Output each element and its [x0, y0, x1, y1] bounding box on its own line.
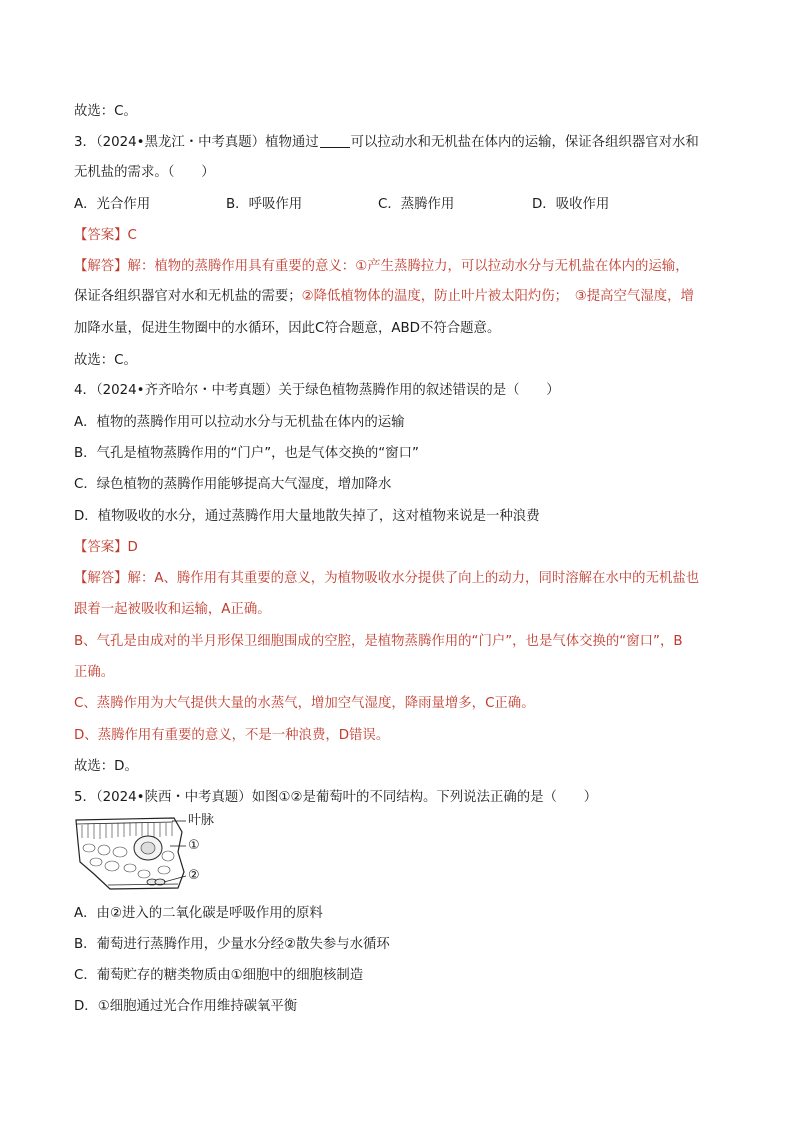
- q2-conclusion: 故选：C。: [74, 104, 137, 119]
- q5-option-a: A．由②进入的二氧化碳是呼吸作用的原料: [74, 906, 323, 921]
- q4-conclusion: 故选：D。: [74, 759, 138, 774]
- q3-explain-2c: ③提高空气湿度，增: [561, 289, 694, 304]
- q4-explain-line2: 跟着一起被吸收和运输，A正确。: [74, 602, 271, 617]
- q3-explain-line3: 加降水量，促进生物圈中的水循环，因此C符合题意，ABD不符合题意。: [74, 321, 501, 336]
- q3-stem-line1: [74, 134, 734, 152]
- q3-explain-2b: ②降低植物体的温度，防止叶片被太阳灼伤；: [301, 289, 562, 304]
- q3-explain-label: 【解答】解：植物的蒸腾作用具有重要的意义：①产生蒸腾拉力，可以拉动水分与无机盐在体内的运输，: [74, 259, 689, 274]
- q3-option-a: A．光合作用: [74, 197, 151, 212]
- q3-conclusion: 故选：C。: [74, 353, 137, 368]
- q4-answer: 【答案】D: [74, 540, 138, 555]
- q4-option-a: A．植物的蒸腾作用可以拉动水分与无机盐在体内的运输: [74, 415, 405, 430]
- figure-label-vein: 叶脉: [188, 813, 215, 828]
- q3-stem-part-b: 可以拉动水和无机盐在体内的运输，保证各组织器官对水和: [350, 135, 699, 150]
- q3-stem-line2: 无机盐的需求。（ ）: [74, 165, 215, 180]
- q4-stem: 4．（2024•齐齐哈尔・中考真题）关于绿色植物蒸腾作用的叙述错误的是（ ）: [74, 383, 560, 398]
- q4-option-b: B．气孔是植物蒸腾作用的“门户”，也是气体交换的“窗口”: [74, 446, 419, 461]
- q4-explain-line4: 正确。: [74, 665, 115, 680]
- q3-option-c: C．蒸腾作用: [378, 197, 455, 212]
- q3-explain-line1: [74, 258, 734, 276]
- figure-label-one: ①: [188, 838, 200, 853]
- q4-explain-line5: C、蒸腾作用为大气提供大量的水蒸气，增加空气湿度，降雨量增多，C正确。: [74, 696, 535, 711]
- q3-stem-part-a: 3．（2024•黑龙江・中考真题）植物通过: [74, 135, 319, 150]
- q5-option-b: B．葡萄进行蒸腾作用，少量水分经②散失参与水循环: [74, 937, 390, 952]
- leaf-cross-section-figure: [74, 812, 224, 892]
- q4-explain-line3: B、气孔是由成对的半月形保卫细胞围成的空腔，是植物蒸腾作用的“门户”，也是气体交换的“窗口”，B: [74, 634, 683, 649]
- q3-explain-2a: 保证各组织器官对水和无机盐的需要；: [74, 289, 302, 304]
- q5-option-d: D．①细胞通过光合作用维持碳氧平衡: [74, 999, 298, 1014]
- q3-explain-line2: [74, 288, 734, 306]
- q3-option-d: D．吸收作用: [532, 197, 610, 212]
- q4-explain-line6: D、蒸腾作用有重要的意义，不是一种浪费，D错误。: [74, 728, 390, 743]
- q4-option-d: D．植物吸收的水分，通过蒸腾作用大量地散失掉了，这对植物来说是一种浪费: [74, 509, 540, 524]
- q4-option-c: C．绿色植物的蒸腾作用能够提高大气湿度，增加降水: [74, 477, 392, 492]
- q5-option-c: C．葡萄贮存的糖类物质由①细胞中的细胞核制造: [74, 968, 364, 983]
- q4-explain-text1: 【解答】解：A、腾作用有其重要的意义，为植物吸收水分提供了向上的动力，同时溶解在水中的无机盐也: [74, 571, 700, 586]
- q4-explain-line1: [74, 570, 734, 588]
- q5-stem: 5．（2024•陕西・中考真题）如图①②是葡萄叶的不同结构。下列说法正确的是（ ）: [74, 790, 598, 805]
- q3-option-b: B．呼吸作用: [226, 197, 303, 212]
- q3-blank: [320, 135, 350, 148]
- q3-answer: 【答案】C: [74, 228, 137, 243]
- figure-label-two: ②: [188, 868, 200, 883]
